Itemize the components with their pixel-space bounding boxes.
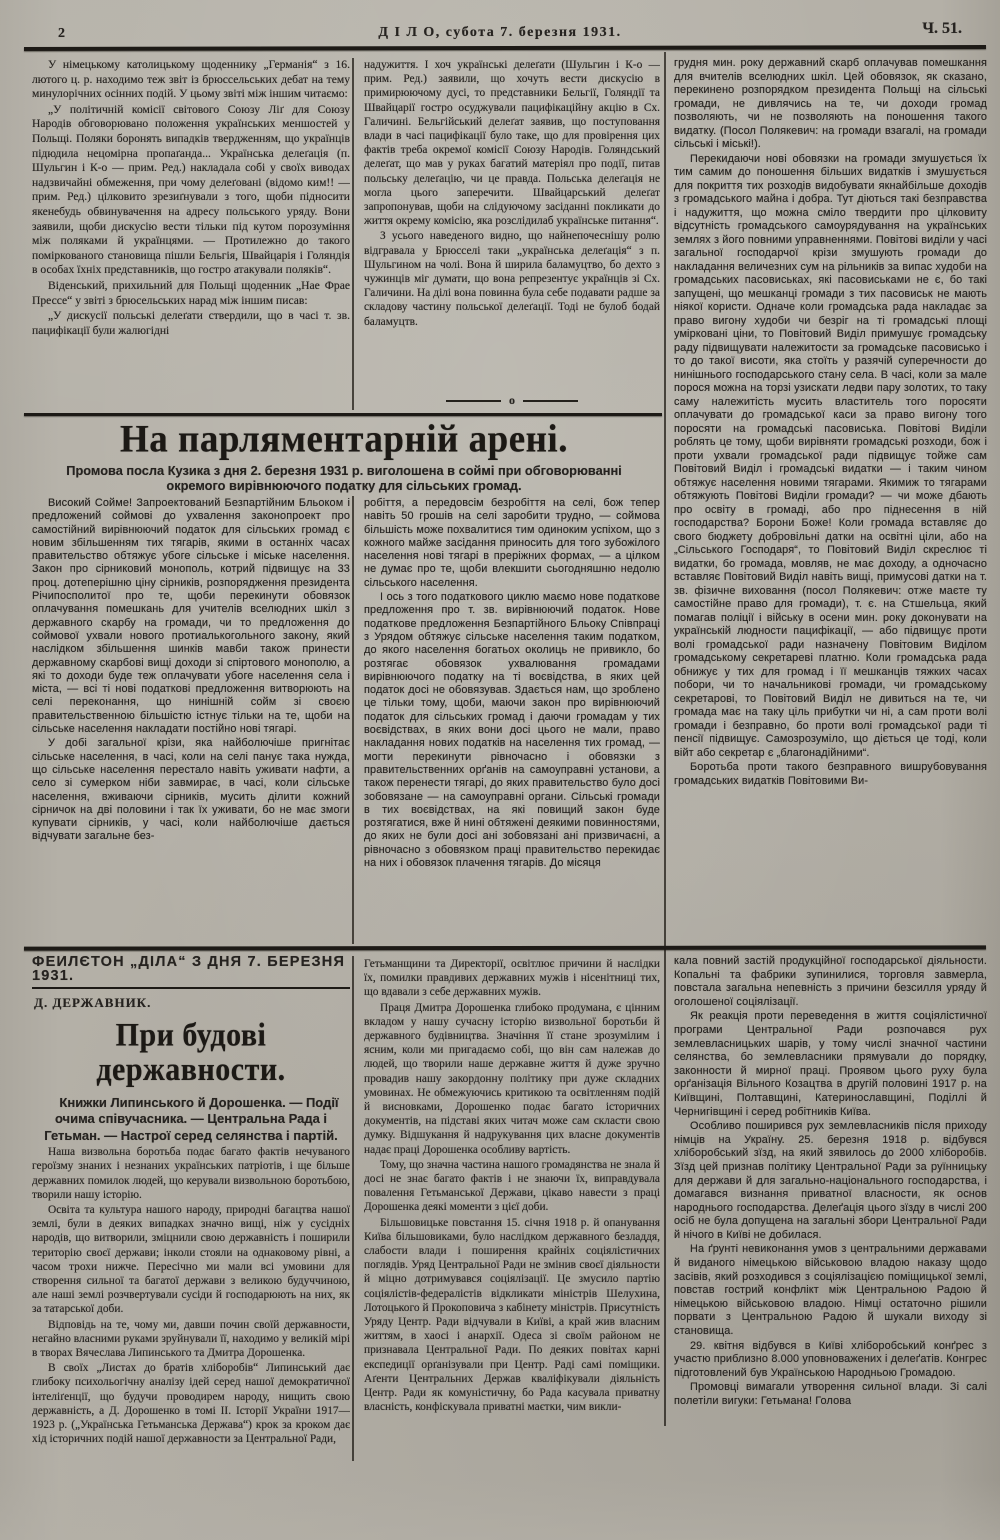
- article-subhead: Промова посла Кузика з дня 2. березня 1931 р. виголошена в соймі при обговорюванні окремого вирівнюючого податку для сільських громад.: [66, 463, 622, 493]
- paragraph: 29. квітня відбувся в Київі хліборобський конґрес з участю приблизно 8.000 уповноважених і делеґатів. Конгрес підготовлений був Українською Народньою Громадою.: [674, 1339, 987, 1379]
- feuilleton-kicker: ФЕЙЛЄТОН „ДІЛА“ З ДНЯ 7. БЕРЕЗНЯ 1931.: [32, 955, 350, 989]
- feuilleton-author: Д. ДЕРЖАВНИК.: [34, 995, 152, 1011]
- feuilleton-column-1: [32, 955, 350, 1533]
- article-hromady-column: [674, 57, 987, 945]
- feuilleton-column-3: [674, 955, 987, 1430]
- header-rule: [24, 45, 986, 51]
- paragraph: „У дискусії польські делеґати ствердили, що в часі т. зв. пацифікації були жалюгідні: [32, 309, 350, 337]
- paragraph: Більшовицьке повстання 15. січня 1918 р. й опанування Київа більшовиками, було наслідком державного безладдя, слабости влади і поширення крайніх соціялістичних поглядів. Уряд Центральної Ради не змінив своєї діяльности й міцно дотримувався соціялізації. Це змусило партію соціялістів-федералістів відкликати міністрів Шелухина, Лотоцького й Прокоповича з кабінету міністрів. Присутність Уряду Центр. Ради відчували в Київі, а край жив власним життям, в хаосі і анархії. Одеса зі своїм районом не признавала Центральної Ради. По деяких повітах карні експедиції орґанізували при Центр. Раді самі поміщики. Аґенти Центральних Держав кваліфікували діяльність Центр. Ради як комуністичну, бо Рада касувала приватну власність, конфіскувала приватні маєтки, чим викли-: [364, 1216, 660, 1414]
- paragraph: Перекидаючи нові обовязки на громади змушується їх тим самим до поношення більших видатків і змушується для покриття тих розходів видобувати якнайбільше доходів з громадського майна і добра. Тут діються такі безправства і надужиття, що можна сміло твердити про цілковиту відсутність громадського самоурядування на українських землях з його повними управненнями. Повітові виділи у часі загальної господарчої крізи змушують громади до накладання величезних сум на рільників за випас худоби на громадських пасовиськах, які пасовиськами не є, бо такі запущені, що мешканці громади з тих пасовиськ не мають ніякої користи. Одначе коли громадська рада накладає за право вигону худоби чи безріг на ті громадські площі умірковані ціни, то Повітовий Виділ примушує громадську раду підвищувати належитости за громадське пасовисько і то до такої висоти, яка стоїть у разячій суперечности до нинішнього господарського стану села. В часі, коли за мале порося можна на торзі узискати ледви пару золотих, то таку саму належитість мусить властитель того поросяти оплачувати до громадської каси за право вигону того поросяти на громадські пасовиська. Повітові Виділи роблять це тому, щоби вирівняти громадські розходи, бож і проти ухвали громадської ради підвищує тойже сам Повітовий Виділ і громадські видатки — і таким чином обтяжує населення новими тягарами. Якимиж то тягарами обтяжують Повітові Виділи громади? — чи може дбають про освіту в громаді, або про піднесення в ній господарства? Борони Боже! Коли громада вставляє до свого бюджету добровільні датки на освітні ціли, або на „Сільського Господаря“, то Повітовий Виділ скреслює ті видатки, бо громада, мовляв, не має доходу, а одночасно вставляє Повітовий Виділ навіть вищі, примусові датки на т. зв. фізичне виховання (посол Полякевич: отже маєте ту самостійне право для громади), т. є. на Стшельца, який помагав поліції і війську в осени мин. року доконувати на українській людности пацифікації, — або підвищує проти волі громадської ради назначену Повітовим Виділом громадському секретареві платню. Коли громадська рада обнижує у тих для громад і її мешканців тяжких часах побори, чи то начальникові громади, чи громадському секретарові, то Повітовий Виділ не дивиться на те, чи громада має на таку ціль прибутки чи ні, а сам проти волі громади і безправно, бо проти волі громадської ради ті пенсії підвищує. Самозрозуміло, що діється це тоді, коли війт або секретар є „благонадійними“.: [674, 152, 987, 759]
- article-parliament-column-2: [364, 497, 660, 944]
- article-brussels-column-2: [364, 58, 660, 388]
- paragraph: „У політичній комісії світового Союзу Ліґ для Союзу Народів обговорювано положення українських меншостей у Польщі. Поляки боронять випадків твердженням, що українців підюдила нецомірна пропаґанда... Українська делеґація (п. Шульгин і К-о — прим. Ред.) накладала собі у своїх виводах надзвичайні обмеження, при чому делеґовані (відомо ким!! — прим. Ред.) цілковито зрезиґнували з того, щоби підносити якенебудь обвинувачення на адресу польського уряду. Вони заявили, щоби дискусію вести тільки під кутом порозуміння між поляками й українцями. — Протилежно до такого поміркованого становища пішли Бельгія, Швайцарія і Голяндія в особах їхніх представників, що гостро атакували поляків“.: [32, 102, 350, 277]
- paragraph: Як реакція проти переведення в життя соціялістичної програми Центральної Ради розпочався рух землевласницьких шарів, у тому числі значної частини селянства, бо землевласники прямували до порядку, законности й мирної праці. Проявом цього руху була орґанізація Вільного Козацтва в другій половині 1917 р. на Київщині, Полтавщині, Катеринославщині, Поділлі й Чернигівщині і серед робітників Київа.: [674, 1010, 987, 1118]
- paragraph: робіття, а передовсім безробіття на селі, бож тепер навіть 50 грошів на селі заробити трудно, — соймова більшість може похвалитися тим одиноким успіхом, що з кожного майже засідання приносить для того зубожілого населення нові тягарі в преріжних формах, — а цілком не думає про те, щоби влекшити сьогодняшню недолю сільського населення.: [364, 497, 660, 589]
- column-divider-rule: [352, 496, 354, 944]
- column-divider-rule: [352, 58, 354, 410]
- paragraph: Гетьманщини та Директорії, освітлює причини й наслідки їх, помилки правдивих державних мужів і нісенітниці тих, що вдавали з себе державних мужів.: [364, 958, 660, 999]
- paragraph: Праця Дмитра Дорошенка глибоко продумана, є цінним вкладом у нашу сучасну історію визвольної боротьби й державного будівництва. Значіння її стане зрозумілим і ясним, коли ми пригадаємо собі, що він сам належав до людей, що творили наше державне життя й дуже зручно провадив нашу закордонну політику при дуже складних умовинах. Не обмежуючись критикою та освітленням подій й висновками, Дорошенко подає багато історичних документів, на підставі яких читач може сам скласти свою думку. Відшукання й надрукування цих власне документів надає праці Дорошенка особливу вартість.: [364, 1001, 660, 1156]
- divider-line: [446, 400, 501, 402]
- paragraph: кала повний застій продукційної господарської діяльности. Копальні та фабрики зупинилися, торговля завмерла, повстала загальна непевність з причини безсилля уряду й оголошеної соціялізації.: [674, 955, 987, 1008]
- paragraph: Високий Сойме! Запроектований Безпартійним Бльоком і предложений соймові до ухвалення законопроект про самостійний вирівнюючий податок для сільських громад є новим збільшенням тих тягарів, якими в останніх часах правительство обтяжує убоге сільське і міське населення. Закон про сірниковий монополь, котрий підвищує на 33 проц. дотеперішню ціну сірників, розпорядження президента Річипосполитої про те, щоби перекинути обовязок оплачування помешкань для учителів вселюдних шкіл з державного скарбу на громади, чи то предложення до соймової ухвали нового протиалькогольного закону, який наслідком збільшення шинків мавби також принести державному скарбові вищі доходи зі спіртового монополю, а які то доходи буде теж оплачувати убоге населення села і міста, — всі ті нові податкові предложення витворюють на селі переконання, що нинішній сойм зі своєю правительственною більшістю істнує тільки на те, щоби на сільське населення накладати постійно нові тягарі.: [32, 497, 350, 736]
- paragraph: грудня мин. року державний скарб оплачував помешкання для вчителів вселюдних шкіл. Цей обовязок, як сказано, перекинено розпорядком президента Польщі на сільські громади, не дивлячись на те, чи доходи громад позволяють, чи не позволяють на поношення такого видатку. (Посол Полякевич: на громади взагалі, на громади сільські і міські!).: [674, 57, 987, 150]
- feuilleton-column-2: [364, 957, 660, 1535]
- parliament-article-header: [28, 417, 660, 493]
- masthead-title: Д І Л О, субота 7. березня 1931.: [378, 25, 622, 40]
- paragraph: З усього наведеного видно, що найнепочеснішу ролю відгравала у Брюсселі таки „українська делеґація“ з п. Шульгином на чолі. Вона й ширила баламуцтво, бо дехто з чужинців міг думати, що вона репрезентує українців зі Сх. Галичини. На ділі вона повинна була себе подавати радше за складову частину польської делеґації. Тоді не булоб бодай баламуцтв.: [364, 230, 660, 328]
- paragraph: Наша визвольна боротьба подає багато фактів нечуваного героїзму знаних і незнаних українських патріотів, і ще більше державних помилок людей, що керували визвольною боротьбою, творили нашу історію.: [32, 1146, 350, 1201]
- issue-number: Ч. 51.: [922, 20, 962, 37]
- feuilleton-body-1: [32, 1145, 350, 1446]
- paragraph: В своїх „Листах до братів хліборобів“ Липинський дає глибоку психольогічну аналізу ідей серед нашої демократичної інтеліґенції, що будучи проводирем народу, нищить свою державність, а Д. Дорошенко в томі II. Історії України 1917—1923 р. („Українська Гетьманська Держава“) крок за кроком дає хід історичних подій нашої державности за Центральної Ради,: [32, 1362, 350, 1446]
- paragraph: Промовці вимагали утворення сильної влади. Зі салі полетіли вигуки: Гетьмана! Голова: [674, 1381, 987, 1407]
- feuilleton-rule: [24, 945, 986, 950]
- paragraph: Освіта та культура нашого народу, природні багацтва нашої землі, були в деяких випадках значно вищі, ніж у сусідніх народів, що витворили, зміцнили свою державність і поширили територію своєї держави; інколи стояли на однаковому рівні, а часом трохи нижче. Пересічно ми мали всі умовини для створення сильної та багатої держави з великою будуччиною, але наші землі розчвертували сусіди й господарюють на них, як за татарської доби.: [32, 1203, 350, 1316]
- paragraph: Віденський, прихильний для Польщі щоденник „Нае Фрае Прессе“ у звіті з брюсельських нарад між іншим писав:: [32, 278, 350, 307]
- column-divider-rule: [352, 956, 354, 1461]
- paragraph: У добі загальної крізи, яка найболючіше пригнітає сільське населення, в часі, коли на селі панує така нужда, що сільське населення перестало навіть уживати нафти, а село зі сумерком ніби завмирає, в часі, коли сільське населення, вживаючи сірників, мусить ділити кожний сірничок на дві половини і так їх уживати, бо не має змоги купувати сірників, у часі, коли найболючіше дається відчувати загальне без-: [32, 737, 350, 843]
- paragraph: Особливо поширився рух землевласників після приходу німців на Україну. 25. березня 1918 р. відбувся хліборобський зїзд, на який зявилось до 2000 хліборобів. Зїзд цей признав політику Центральної Ради за руїнницьку для держави й для загально-національного господарства, і домагався визнання приватної власности, як основ народнього господарства. Делеґація цього зїзду в числі 200 осіб не була допущена на загальні збори Центральної Ради й нічого в Київі не добилася.: [674, 1120, 987, 1241]
- paragraph: Тому, що значна частина нашого громадянства не знала й досі не знає багато фактів і не знаючи їх, виправдувала повалення Гетьманської Держави, цікаво навести з праці Дорошенка деякі моменти з цієї доби.: [364, 1158, 660, 1214]
- section-rule: [24, 413, 662, 416]
- paragraph: У німецькому католицькому щоденнику „Германія“ з 16. лютого ц. р. находимо теж звіт із брюссельських дебат на тему минулорічних осінних подій. У цьому звіті між іншим читаємо:: [32, 58, 350, 101]
- feuilleton-deck: Книжки Липинського й Дорошенка. — Події очима співучасника. — Центральна Рада і Гетьман. — Настрої серед селянства і партій.: [44, 1094, 339, 1143]
- divider-line: [523, 400, 578, 402]
- feuilleton-title: При будові державности.: [96, 1016, 286, 1088]
- paragraph: На ґрунті невиконання умов з центральними державами й виданого німецькою військовою владою наказу щодо засівів, який розходився з соціялізацією поміщицької землі, повстав гострий конфлікт між Центральною Радою й німецькою військовою владою. Німці остаточно рішили порвати з Центральною Радою й шукали виходу зі становища.: [674, 1243, 987, 1338]
- article-end-divider: [364, 393, 660, 408]
- article-parliament-column-1: [32, 497, 350, 944]
- article-headline: На парляментарній арені.: [120, 417, 568, 462]
- paragraph: І ось з того податкового циклю маємо нове податкове предложення про т. зв. вирівнюючий податок. Нове податкове предложення Безпартійного Бльоку Співпраці з Урядом обтяжує сільське населення таким податком, до якого населення богатьох околиць не привикло, бо розтягає обовязок ухвалювання громадами вирівнюючого податку на ті воєвідства, в яких цей податок досі не обовязував. Здається нам, що зроблено це тільки тому, щоби, маючи закон про вирівнюючий податок для сільських громад і даючи громадам у тих воєвідствах, в яких вони досі цього не мали, право накладання нових податків на населення тих громад, — могти перекинути рівночасно і обовязки з правительственних орґанів на самоуправні установи, а також перенести тягарі, до яких правительство було досі зобовязане — на самоуправні органи. Сільські громади в тих воєвідствах, на які повищий закон буде розтягатися, вже й нині обтяжені деякими повинностями, до яких не були досі ані зобовязані ані призвичаєні, а рівночасно з обовязком праці правительство перекидає на них і обовязок плачення тягарів. До місяця: [364, 591, 660, 870]
- paragraph: Відповідь на те, чому ми, давши почин своїй державности, негайно власними руками зруйнували її, находимо у великій мірі в творах Вячеслава Липинського та Дмитра Дорошенка.: [32, 1318, 350, 1359]
- paragraph: надужиття. І хоч українські делеґати (Шульгин і К-о — прим. Ред.) заявили, що хочуть вести дискусію в примирюючому дусі, то представники Бельгії, Голяндії та Швайцарії гостро осуджували пацифікаційну акцію в Сх. Галичині. Бельгійський делеґат заявив, що поступовання влади в часі пацифікації було таке, що для провірення цих фактів треба окремої комісії Союзу Народів. Голяндський делеґат, що мав у руках багатий матеріял про події, питав польську делеґацію, чи це правда. Польська делеґація не могла цього заперечити. Швайцарський делеґат запропонував, щоби на слідуючому засіданні покликати до життя окрему комісію, яка розслідилаб українське питання“.: [364, 59, 660, 228]
- article-brussels-column-1: [32, 58, 350, 412]
- page-number: 2: [58, 26, 65, 41]
- main-right-column-rule: [664, 52, 666, 1426]
- divider-glyph: о: [509, 393, 515, 407]
- paragraph: Боротьба проти такого безправного вишрубовування громадських видатків Повітовими Ви-: [674, 761, 987, 787]
